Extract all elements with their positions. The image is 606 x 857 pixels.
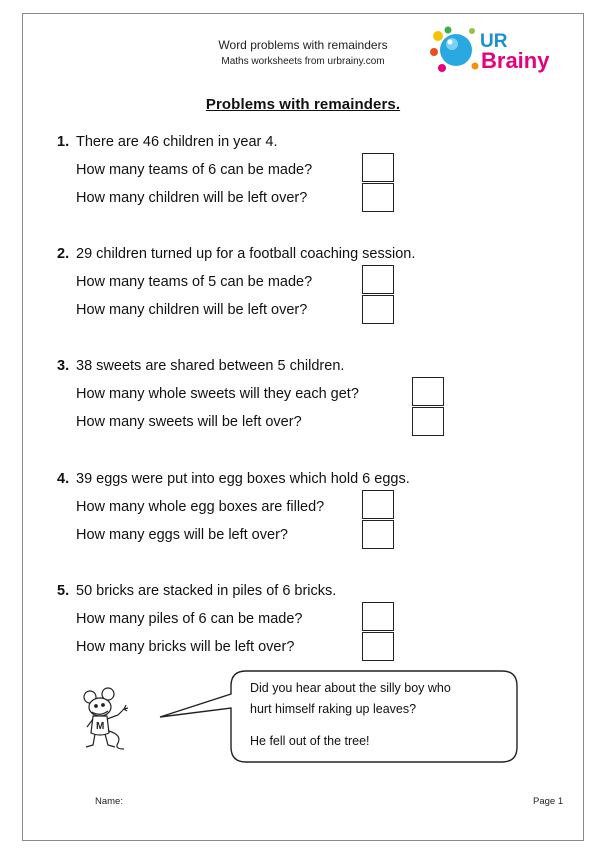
joke-line-2: hurt himself raking up leaves? xyxy=(250,702,417,716)
question-2-number: 2. xyxy=(57,246,70,262)
worksheet-title: Word problems with remainders xyxy=(218,38,388,52)
question-4-part-a: How many whole egg boxes are filled? xyxy=(76,499,325,515)
question-3-part-b: How many sweets will be left over? xyxy=(76,414,302,430)
name-label: Name: xyxy=(95,796,123,807)
question-1-text: There are 46 children in year 4. xyxy=(76,134,278,150)
question-3-number: 3. xyxy=(57,358,70,374)
question-2-part-b: How many children will be left over? xyxy=(76,302,308,318)
question-4-text: 39 eggs were put into egg boxes which hold 6 eggs. xyxy=(76,471,410,487)
question-3-part-a: How many whole sweets will they each get? xyxy=(76,386,359,402)
question-1-number: 1. xyxy=(57,134,70,150)
question-3-text: 38 sweets are shared between 5 children. xyxy=(76,358,345,374)
question-1-part-b: How many children will be left over? xyxy=(76,190,308,206)
mascot-shirt-letter: M xyxy=(96,721,105,732)
question-5-text: 50 bricks are stacked in piles of 6 bricks. xyxy=(76,583,337,599)
question-2-part-a: How many teams of 5 can be made? xyxy=(76,274,313,290)
question-1-part-a: How many teams of 6 can be made? xyxy=(76,162,313,178)
main-title: Problems with remainders. xyxy=(205,96,401,113)
question-5-number: 5. xyxy=(57,583,70,599)
question-5-part-a: How many piles of 6 can be made? xyxy=(76,611,303,627)
joke-line-1: Did you hear about the silly boy who xyxy=(250,681,451,695)
page-number: Page 1 xyxy=(533,796,564,807)
question-4-number: 4. xyxy=(57,471,70,487)
question-5-part-b: How many bricks will be left over? xyxy=(76,639,295,655)
logo-brainy-text: Brainy xyxy=(481,48,550,73)
question-2-text: 29 children turned up for a football coaching session. xyxy=(76,246,416,262)
mouse-mascot-illustration xyxy=(78,685,148,755)
worksheet-source: Maths worksheets from urbrainy.com xyxy=(221,56,385,67)
question-4-part-b: How many eggs will be left over? xyxy=(76,527,288,543)
logo-ur-text: UR xyxy=(480,31,508,52)
joke-punchline: He fell out of the tree! xyxy=(250,734,370,748)
